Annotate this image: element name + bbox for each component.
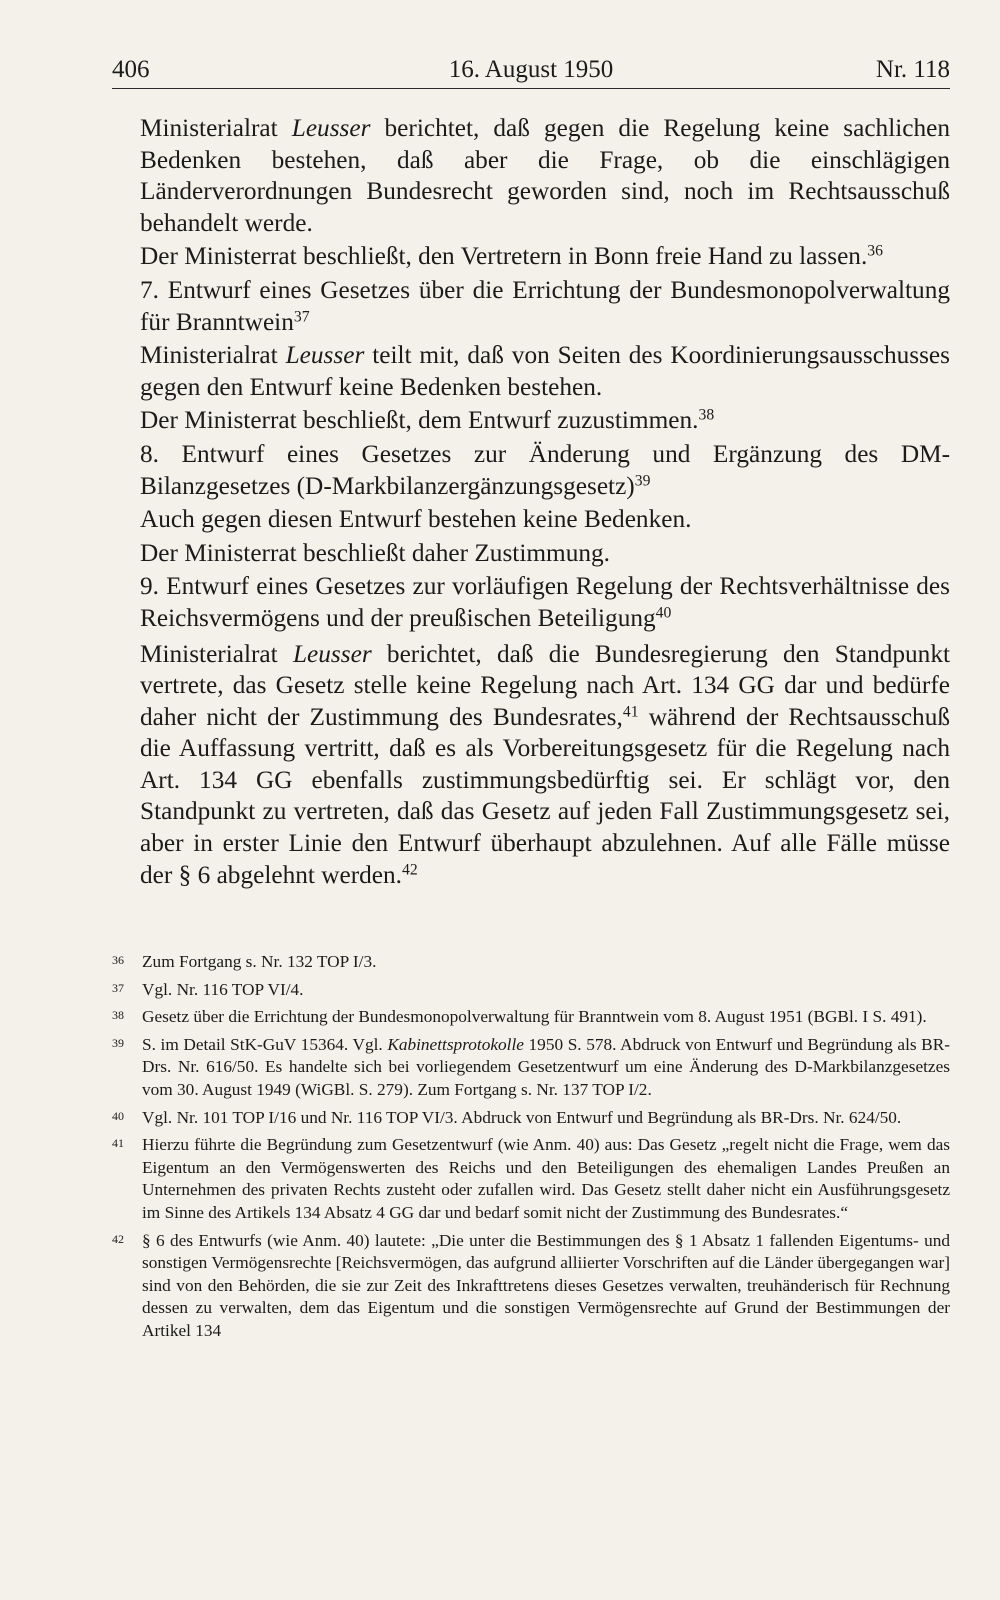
text-run: Auch gegen diesen Entwurf bestehen keine Bedenken. xyxy=(140,505,692,534)
footnote-number: 38 xyxy=(112,1008,124,1023)
text-run: 8. Entwurf eines Gesetzes zur Änderung und Ergänzung des DM-Bilanzgesetzes (D-Markbilanzergänzungsgesetz) xyxy=(140,439,950,500)
text-run: teilt mit, daß von Seiten des Koordinierungsausschusses gegen den Entwurf keine Bedenken bestehen. xyxy=(140,341,951,401)
agenda-item-heading xyxy=(140,571,950,634)
footnote xyxy=(112,1230,950,1343)
footnote-text: Zum Fortgang s. Nr. 132 TOP I/3. xyxy=(142,952,377,971)
footnote-ref: 40 xyxy=(655,604,672,622)
footnote-text: Hierzu führte die Begründung zum Gesetzentwurf (wie Anm. 40) aus: Das Gesetz „regelt nicht die Frage, wem das Eigentum an den Vermögenswerten des Reichs und den Beteiligungen des ehemaligen Landes Preußen an Unternehmen des privaten Rechts zusteht oder zufallen wird. Das Gesetz stellt daher nicht ein Ausführungsgesetz im Sinne des Artikels 134 Absatz 4 GG dar und bedarf somit nicht der Zustimmung des Bundesrates.“ xyxy=(142,1135,950,1222)
footnote xyxy=(112,979,950,1002)
publication-title: Kabinettsprotokolle xyxy=(387,1034,524,1054)
footnote-text xyxy=(142,1034,950,1102)
page-number: 406 xyxy=(112,56,150,83)
person-name: Leusser xyxy=(285,341,365,370)
text-run: Ministerialrat xyxy=(140,114,292,142)
running-header xyxy=(112,52,950,89)
text-run: Der Ministerrat beschließt, den Vertretern in Bonn freie Hand zu lassen. xyxy=(140,242,868,271)
footnote-ref: 42 xyxy=(402,861,418,879)
footnote-number: 39 xyxy=(112,1035,124,1050)
footnote xyxy=(112,1107,950,1130)
text-run: während der Rechtsausschuß die Auffassung vertritt, daß es als Vorbereitungsgesetz für die Regelung nach Art. 134 GG ebenfalls zustimmungsbedürftig sei. Er schlägt vor, den Standpunkt zu vertreten, daß das Gesetz auf jeden Fall Zustimmungsgesetz sei, aber in erster Linie den Entwurf überhaupt abzulehnen. Auf alle Fälle müsse der § 6 abgelehnt werden. xyxy=(140,702,950,889)
footnote-number: 40 xyxy=(112,1108,124,1123)
person-name: Leusser xyxy=(291,114,371,142)
footnote-number: 37 xyxy=(112,980,124,995)
footnote-ref: 41 xyxy=(622,703,639,721)
text-run: 9. Entwurf eines Gesetzes zur vorläufigen Regelung der Rechtsverhältnisse des Reichsvermögens und der preußischen Beteiligung xyxy=(140,572,950,632)
document-number: Nr. 118 xyxy=(875,56,950,83)
paragraph xyxy=(140,504,950,536)
footnote-number: 41 xyxy=(112,1136,124,1151)
paragraph xyxy=(140,113,950,239)
footnote-text: Vgl. Nr. 116 TOP VI/4. xyxy=(142,979,304,999)
footnote-ref: 39 xyxy=(634,471,651,489)
agenda-item-heading xyxy=(140,275,950,338)
paragraph xyxy=(140,241,950,273)
footnote xyxy=(112,1006,950,1029)
paragraph xyxy=(140,538,950,570)
text-run: Ministerialrat xyxy=(140,341,286,370)
header-date: 16. August 1950 xyxy=(448,56,614,83)
footnote xyxy=(112,1134,950,1224)
agenda-item-heading xyxy=(140,439,950,502)
footnote-ref: 38 xyxy=(698,406,715,424)
footnote-text: Gesetz über die Errichtung der Bundesmonopolverwaltung für Branntwein vom 8. August 1951 (BGBl. I S. 491). xyxy=(142,1007,927,1027)
text-run: Ministerialrat xyxy=(140,639,293,668)
paragraph xyxy=(140,639,950,892)
paragraph xyxy=(140,340,950,403)
footnote xyxy=(112,1034,950,1102)
footnote xyxy=(112,951,950,974)
text-run: Der Ministerrat beschließt daher Zustimmung. xyxy=(140,538,610,567)
text-run: 1950 S. 578. Abdruck von Entwurf und Begründung als BR-Drs. Nr. 616/50. Es handelte sich bei vorliegendem Gesetzentwurf um eine Änderung des D-Markbilanzgesetzes vom 30. August 1949 (WiGBl. S. 279). Zum Fortgang s. Nr. 137 TOP I/2. xyxy=(142,1034,950,1099)
footnote-text: § 6 des Entwurfs (wie Anm. 40) lautete: „Die unter die Bestimmungen des § 1 Absatz 1 fallenden Eigentums- und sonstigen Vermögensrechte [Reichsvermögen, das aufgrund alliierter Vorschriften auf die Länder übergegangen war] sind von den Behörden, die sie zur Zeit des Inkrafttretens dieses Gesetzes verwalten, treuhänderisch für Rechnung dessen zu verwalten, dem das Eigentum und die sonstigen Vermögensrechte auf Grund der Bestimmungen der Artikel 134 xyxy=(142,1230,950,1340)
text-run: S. im Detail StK-GuV 15364. Vgl. xyxy=(142,1034,388,1054)
main-text xyxy=(140,113,950,891)
footnote-ref: 37 xyxy=(293,307,310,325)
footnote-number: 42 xyxy=(112,1231,124,1246)
text-run: berichtet, daß gegen die Regelung keine sachlichen Bedenken bestehen, daß aber die Frage, ob die einschlägigen Länderverordnungen Bundesrecht geworden sind, noch im Rechtsausschuß behandelt werde. xyxy=(140,114,951,237)
person-name: Leusser xyxy=(292,639,372,668)
footnote-text: Vgl. Nr. 101 TOP I/16 und Nr. 116 TOP VI/3. Abdruck von Entwurf und Begründung als BR-Drs. Nr. 624/50. xyxy=(142,1107,902,1127)
text-run: berichtet, daß die Bundesregierung den Standpunkt vertrete, das Gesetz stelle keine Regelung nach Art. 134 GG dar und bedürfe daher nicht der Zustimmung des Bundesrates, xyxy=(140,639,951,731)
footnote-ref: 36 xyxy=(867,242,883,260)
paragraph xyxy=(140,405,950,437)
text-run: 7. Entwurf eines Gesetzes über die Errichtung der Bundesmonopolverwaltung für Branntwein xyxy=(140,275,950,336)
footnote-number: 36 xyxy=(112,953,124,967)
text-run: Der Ministerrat beschließt, dem Entwurf zuzustimmen. xyxy=(140,406,699,435)
footnotes xyxy=(112,951,950,1348)
